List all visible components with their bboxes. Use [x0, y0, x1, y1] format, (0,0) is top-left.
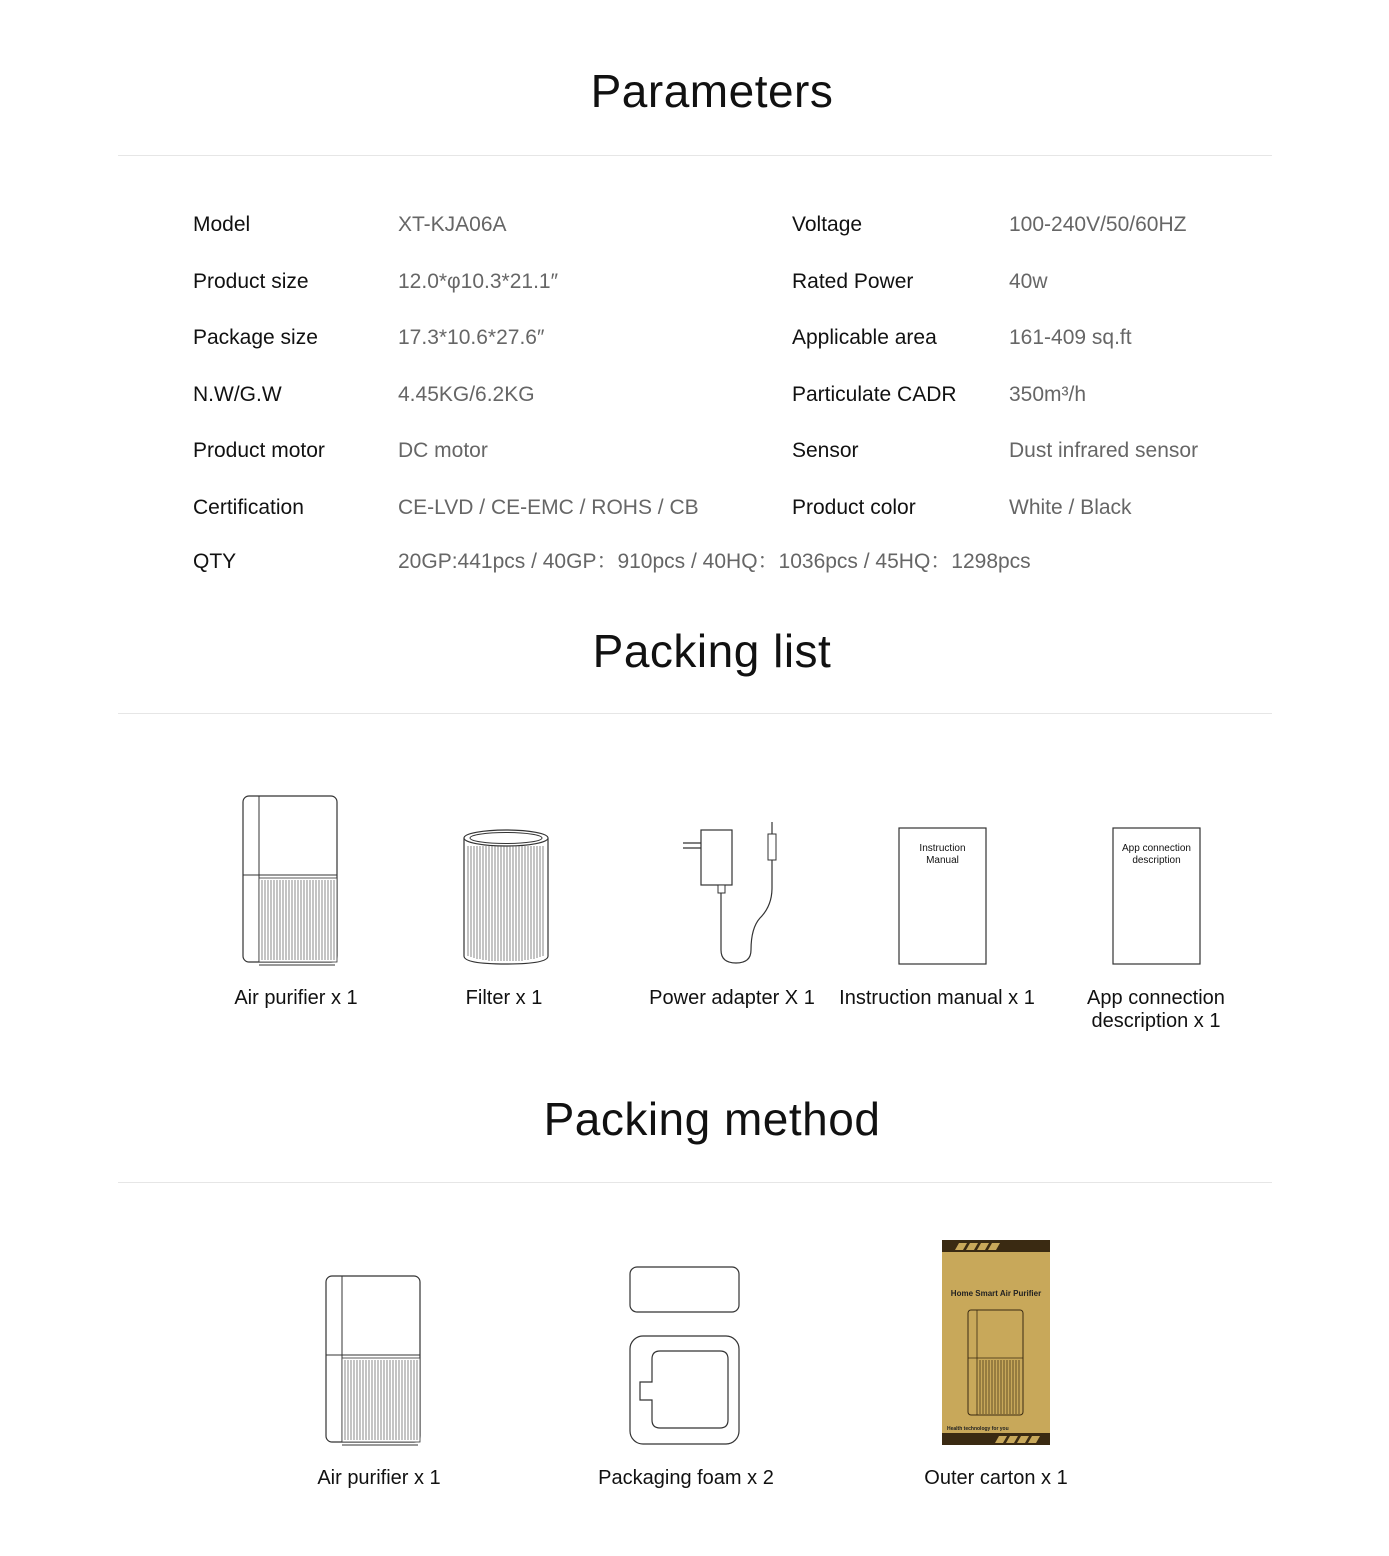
carton-title-text: Home Smart Air Purifier [950, 1289, 1042, 1298]
packing-list-caption-app-description [1056, 987, 1256, 1033]
param-value-certification: CE-LVD / CE-EMC / ROHS / CB [398, 496, 699, 519]
packing-list-divider [118, 713, 1272, 714]
app-description-icon [1112, 827, 1202, 967]
power-adapter-icon [680, 818, 790, 968]
param-value-applicable-area: 161-409 sq.ft [1009, 326, 1132, 349]
param-value-cadr: 350m³/h [1009, 383, 1087, 406]
param-label-weight: N.W/G.W [193, 383, 282, 406]
packing-method-caption-foam: Packaging foam x 2 [598, 1467, 774, 1489]
param-value-product-size: 12.0*φ10.3*21.1″ [398, 270, 559, 293]
packing-method-title: Packing method [543, 1093, 881, 1145]
param-label-motor: Product motor [193, 439, 325, 462]
param-value-rated-power: 40w [1009, 270, 1048, 293]
outer-carton-icon [941, 1240, 1051, 1446]
carton-body [942, 1240, 1050, 1445]
app-description-cover-line-1: App connection [1122, 843, 1191, 854]
app-description-caption-line-2: description x 1 [1091, 1010, 1221, 1032]
app-description-cover-line-2: description [1132, 855, 1181, 866]
param-label-certification: Certification [193, 496, 304, 519]
app-description-caption-line-1: App connection [1087, 987, 1225, 1009]
param-label-color: Product color [792, 496, 916, 519]
param-label-product-size: Product size [193, 270, 309, 293]
packing-method-caption-carton: Outer carton x 1 [924, 1467, 1068, 1489]
parameters-divider [118, 155, 1272, 156]
param-value-model: XT-KJA06A [398, 213, 507, 236]
param-label-voltage: Voltage [792, 213, 863, 236]
manual-cover-line-1: Instruction [919, 843, 966, 854]
param-label-qty: QTY [193, 550, 237, 573]
packing-list-caption-manual: Instruction manual x 1 [839, 987, 1035, 1009]
param-value-sensor: Dust infrared sensor [1009, 439, 1199, 462]
manual-icon [898, 827, 988, 967]
param-value-voltage: 100-240V/50/60HZ [1009, 213, 1187, 236]
param-label-sensor: Sensor [792, 439, 859, 462]
parameters-title: Parameters [590, 65, 834, 117]
param-label-model: Model [193, 213, 251, 236]
packing-list-caption-filter: Filter x 1 [465, 987, 543, 1009]
carton-slogan-text: Health technology for you [947, 1426, 1009, 1432]
param-value-motor: DC motor [398, 439, 488, 462]
packing-list-caption-air-purifier: Air purifier x 1 [234, 987, 358, 1009]
param-value-package-size: 17.3*10.6*27.6″ [398, 326, 545, 349]
packaging-foam-icon [628, 1265, 742, 1447]
packing-list-title: Packing list [592, 625, 832, 677]
param-value-color: White / Black [1009, 496, 1132, 519]
air-purifier-icon [323, 1274, 423, 1448]
param-label-applicable-area: Applicable area [792, 326, 937, 349]
manual-cover-line-2: Manual [926, 855, 959, 866]
filter-icon [460, 828, 552, 968]
packing-method-divider [118, 1182, 1272, 1183]
param-value-weight: 4.45KG/6.2KG [398, 383, 535, 406]
air-purifier-icon [240, 794, 340, 968]
param-label-rated-power: Rated Power [792, 270, 914, 293]
packing-list-caption-power-adapter: Power adapter X 1 [649, 987, 815, 1009]
param-label-cadr: Particulate CADR [792, 383, 957, 406]
param-label-package-size: Package size [193, 326, 318, 349]
packing-method-caption-air-purifier: Air purifier x 1 [317, 1467, 441, 1489]
param-value-qty: 20GP:441pcs / 40GP：910pcs / 40HQ：1036pcs / 45HQ：1298pcs [398, 550, 1031, 573]
